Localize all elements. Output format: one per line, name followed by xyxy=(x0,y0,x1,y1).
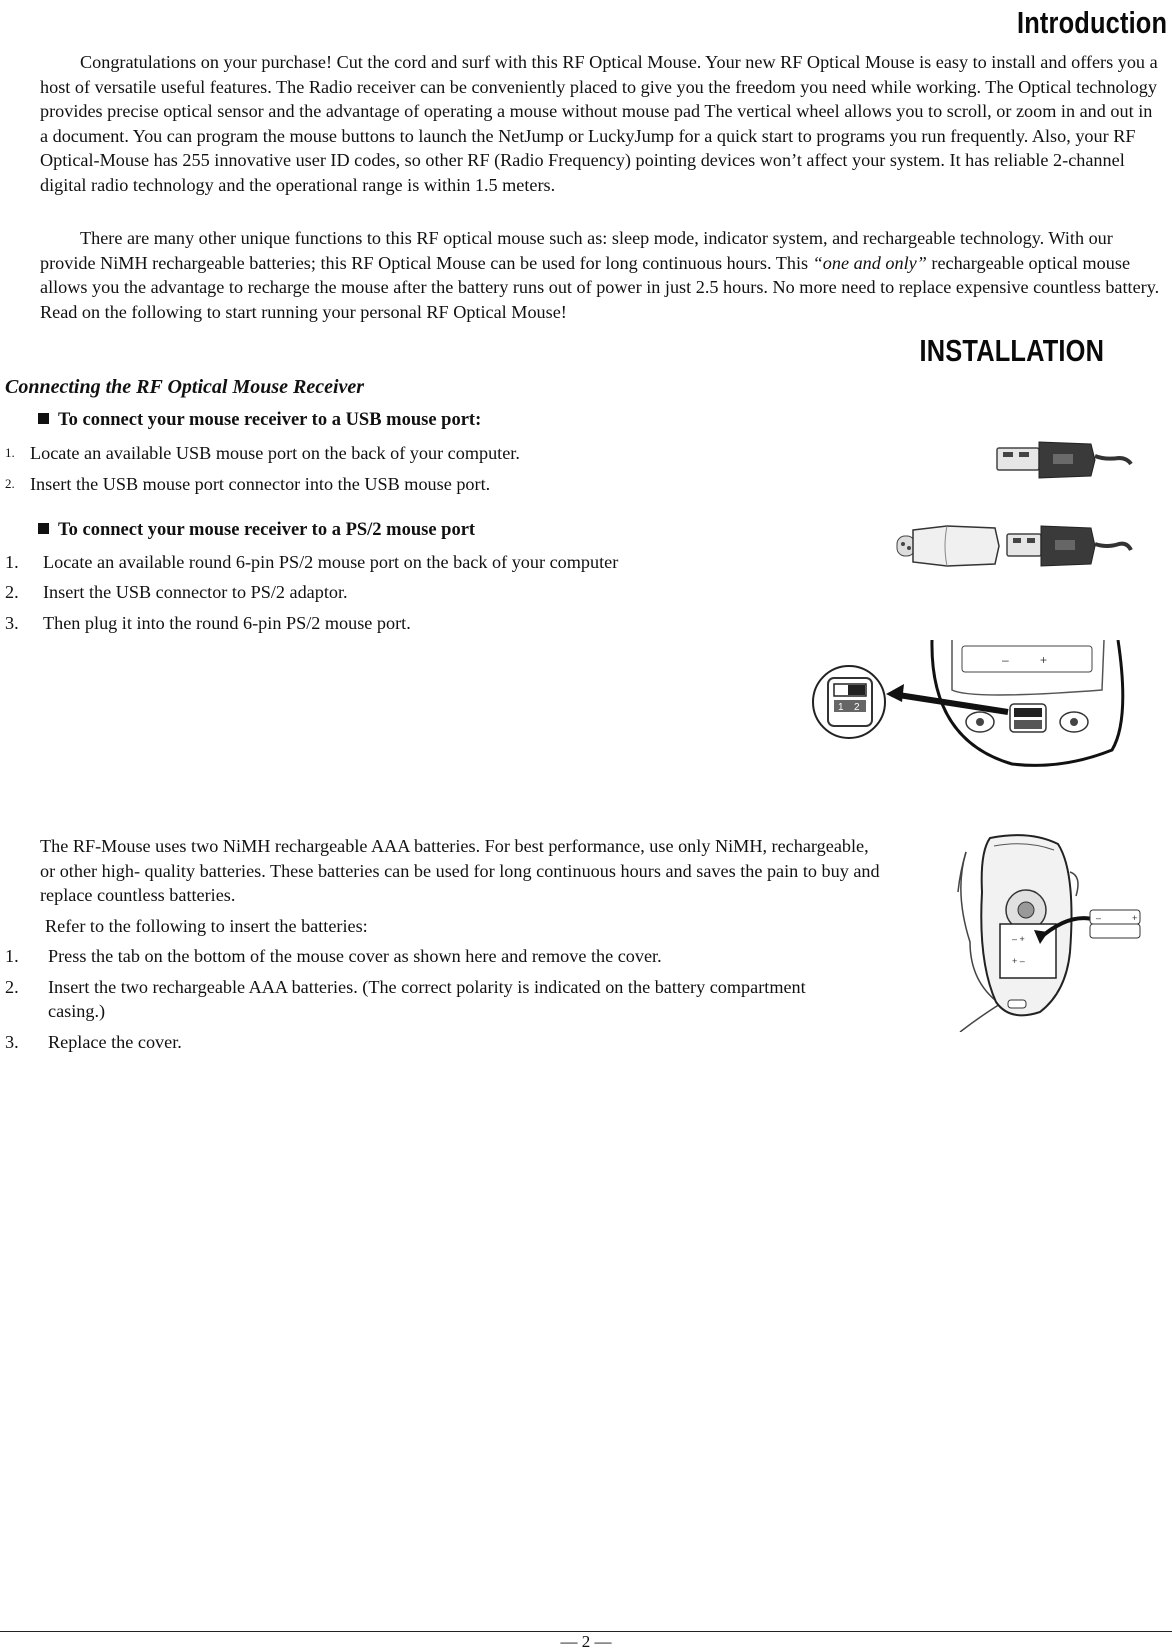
battery-insertion-illustration xyxy=(930,832,1150,1032)
svg-text:+ –: + – xyxy=(1012,956,1025,966)
ps2-step-3-number: 3. xyxy=(5,613,19,633)
svg-text:–: – xyxy=(1096,913,1102,923)
battery-step-1 xyxy=(5,944,835,968)
switch-label-2: 2 xyxy=(854,702,860,713)
channel-switch-illustration xyxy=(812,640,1130,768)
battery-step-1-number: 1. xyxy=(5,946,19,966)
svg-text:–: – xyxy=(1002,653,1009,667)
ps2-step-2-number: 2. xyxy=(5,582,19,602)
usb-step-2 xyxy=(5,472,705,496)
battery-step-3-number: 3. xyxy=(5,1032,19,1052)
battery-step-3 xyxy=(5,1030,835,1054)
intro-paragraph-1: Congratulations on your purchase! Cut the cord and surf with this RF Optical Mouse. Your new RF Optical Mouse is easy to install and offers you a host of versatile useful features. The Radio receiver can be conveniently placed to give you the freedom you need while working. The Optical technology provides precise optical sensor and the advantage of operating a mouse without mouse pad The vertical wheel allows you to scroll, or zoom in and out in a document. You can program the mouse buttons to launch the NetJump or LuckyJump for a quick start to programs you run frequently. Also, your RF Optical-Mouse has 255 innovative user ID codes, so other RF (Radio Frequency) pointing devices won’t affect your system. It has reliable 2-channel digital radio technology and the operational range is within 1.5 meters. xyxy=(40,52,1158,195)
intro-p2-start: There are many other unique functions to this RF optical mouse such as: sleep mode, indicator system, and rechargeable technology. With our provide NiMH rechargeable batteries; this RF Optical Mouse can be used for long continuous hours. This xyxy=(40,228,1113,273)
usb-section-heading xyxy=(38,410,481,431)
square-bullet-icon xyxy=(38,523,49,534)
battery-refer-text: Refer to the following to insert the batteries: xyxy=(45,916,368,936)
switch-label-1: 1 xyxy=(838,702,844,713)
usb-step-2-number: 2. xyxy=(5,476,15,491)
intro-p2-italic: “one and only” xyxy=(812,252,927,273)
intro-paragraph-2 xyxy=(40,226,1162,324)
ps2-step-3-text: Then plug it into the round 6-pin PS/2 mouse port. xyxy=(43,613,411,633)
ps2-adaptor-illustration xyxy=(895,520,1135,572)
usb-step-1 xyxy=(5,441,705,465)
usb-heading-text: To connect your mouse receiver to a USB mouse port: xyxy=(58,410,482,430)
usb-step-1-text: Locate an available USB mouse port on the back of your computer. xyxy=(30,443,520,463)
svg-text:+: + xyxy=(1132,913,1138,923)
battery-step-3-text: Replace the cover. xyxy=(48,1032,182,1052)
svg-text:+: + xyxy=(1040,653,1048,667)
ps2-section-heading xyxy=(38,520,475,541)
ps2-step-2 xyxy=(5,580,765,604)
square-bullet-icon xyxy=(38,413,49,424)
battery-step-1-text: Press the tab on the bottom of the mouse cover as shown here and remove the cover. xyxy=(48,946,662,966)
ps2-step-1 xyxy=(5,550,765,574)
introduction-heading: Introduction xyxy=(1016,5,1167,40)
ps2-step-1-number: 1. xyxy=(5,552,19,572)
usb-connector-illustration xyxy=(995,436,1135,484)
ps2-heading-text: To connect your mouse receiver to a PS/2 mouse port xyxy=(58,520,476,540)
usb-step-2-text: Insert the USB mouse port connector into the USB mouse port. xyxy=(30,474,491,494)
usb-step-1-number: 1. xyxy=(5,445,15,460)
battery-step-2-text: Insert the two rechargeable AAA batteries. (The correct polarity is indicated on the battery compartment casing.) xyxy=(48,977,806,1021)
intro-p2-end: rechargeable optical mouse allows you the advantage to recharge the mouse after the battery runs out of power in just 2.5 hours. No more need to replace expensive countless battery. Read on the following to start running your personal RF Optical Mouse! xyxy=(40,252,1160,322)
svg-text:– +: – + xyxy=(1012,934,1025,944)
battery-step-2 xyxy=(5,975,835,1023)
ps2-step-3 xyxy=(5,611,765,635)
battery-step-2-number: 2. xyxy=(5,977,19,997)
page-number: — 2 — xyxy=(560,1632,612,1651)
connecting-receiver-subtitle: Connecting the RF Optical Mouse Receiver xyxy=(5,376,365,398)
battery-intro-paragraph: The RF-Mouse uses two NiMH rechargeable AAA batteries. For best performance, use only NiMH, rechargeable, or other high- quality batteries. These batteries can be used for long continuous hours and saves the pain to buy and replace countless batteries. xyxy=(40,836,880,906)
ps2-step-1-text: Locate an available round 6-pin PS/2 mouse port on the back of your computer xyxy=(43,552,619,572)
ps2-step-2-text: Insert the USB connector to PS/2 adaptor. xyxy=(43,582,348,602)
installation-heading: INSTALLATION xyxy=(919,333,1104,368)
